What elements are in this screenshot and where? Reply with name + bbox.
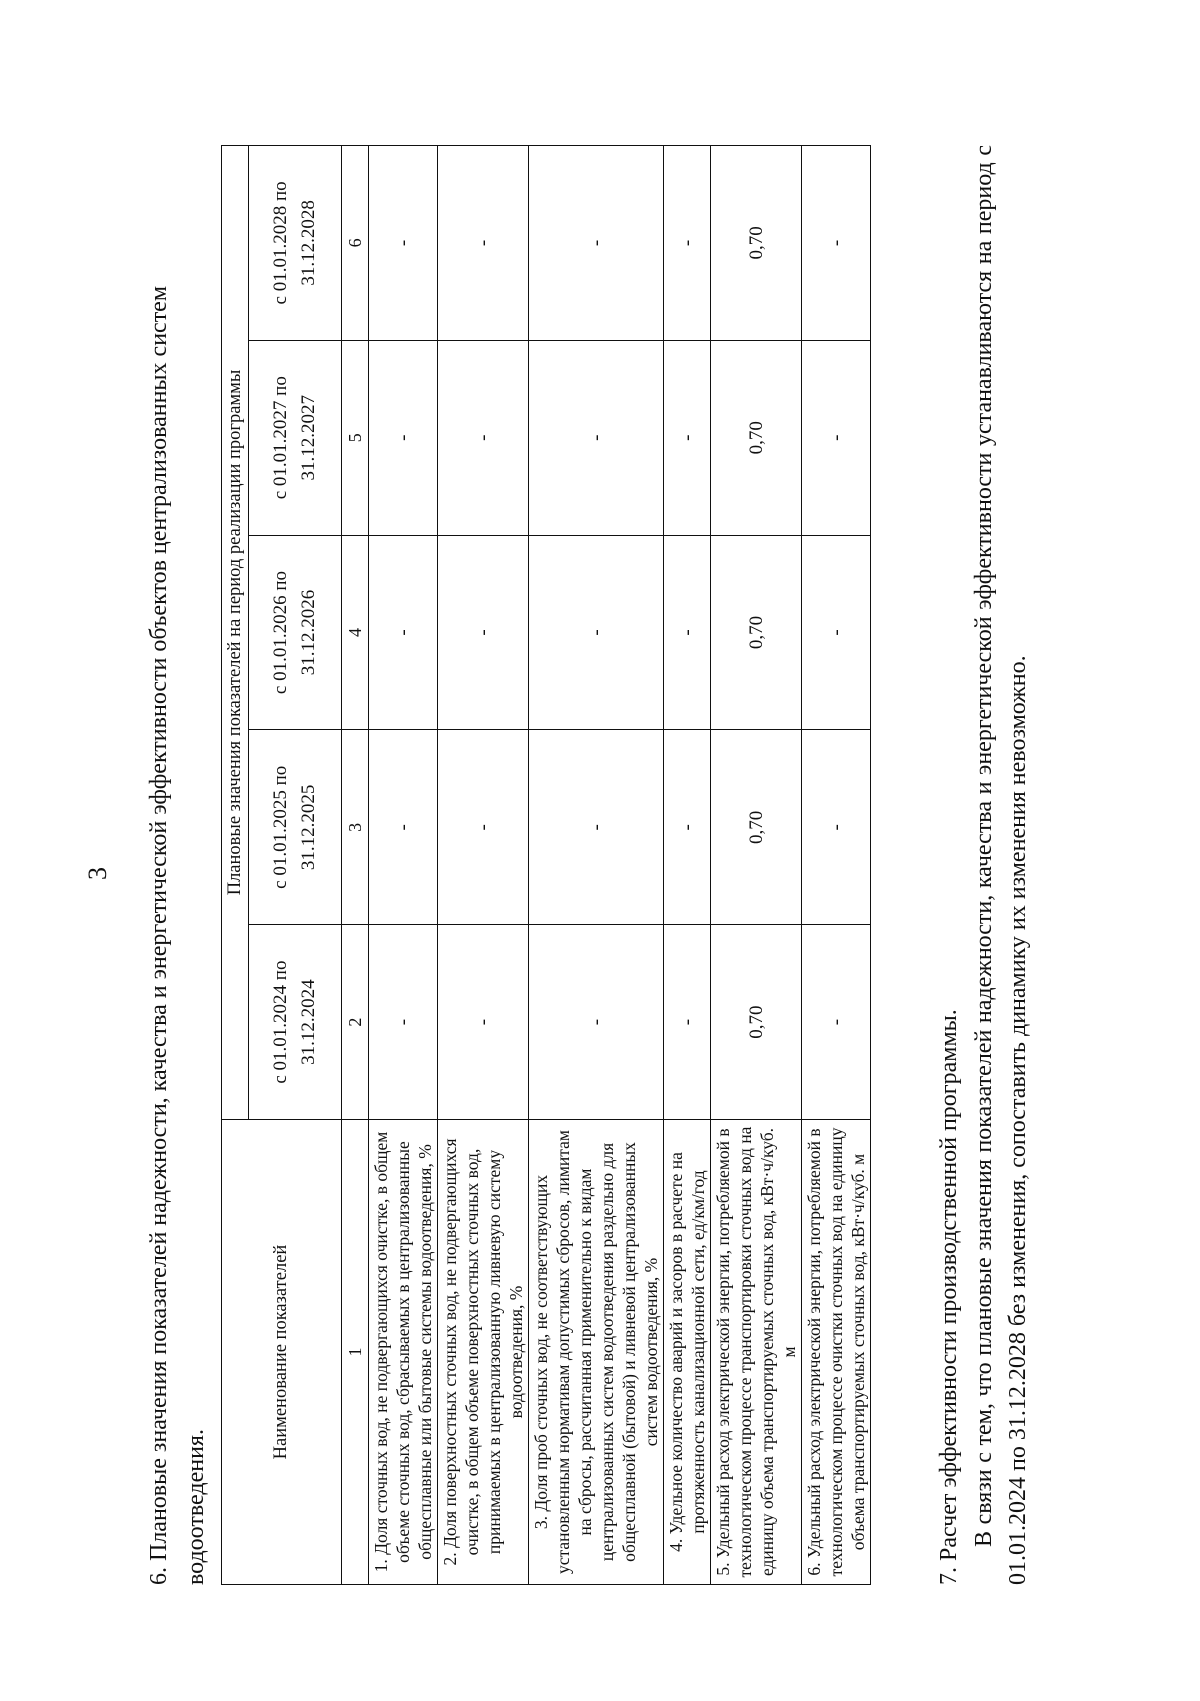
- indicator-name: 4. Удельное количество аварий и засоров в расчете на протяженность канализационной сети, ед/км/год: [664, 1120, 711, 1585]
- indicator-value: -: [664, 535, 711, 730]
- indicator-value: -: [369, 925, 438, 1120]
- section-7-paragraph: В связи с тем, что плановые значения показателей надежности, качества и энергетической эффективности устанавливаются на период с 01.01.2024 по 31.12.2028 без изменения, сопоставить динамику их изменения невозможно.: [971, 145, 1031, 1585]
- indicator-value: -: [802, 146, 871, 341]
- table-row: [369, 146, 438, 1585]
- planned-values-header: Плановые значения показателей на период реализации программы: [222, 146, 249, 1120]
- indicator-name: 3. Доля проб сточных вод, не соответствующих установленным нормативам допустимых сбросов, лимитам на сбросы, рассчитанная применительно к видам централизованных систем водоотведения раздельно для общесплавной (бытовой) и ливневой централизованных систем водоотведения, %: [529, 1120, 664, 1585]
- indicator-value: -: [369, 340, 438, 535]
- indicator-value: -: [369, 535, 438, 730]
- period-header: с 01.01.2027 по 31.12.2027: [249, 340, 342, 535]
- table-row: [664, 146, 711, 1585]
- indicator-value: -: [802, 925, 871, 1120]
- period-header: с 01.01.2024 по 31.12.2024: [249, 925, 342, 1120]
- section-7-heading: 7. Расчет эффективности производственной программы.: [936, 1009, 962, 1585]
- indicator-value: -: [529, 535, 664, 730]
- column-number: 3: [342, 730, 369, 925]
- document-page: [75, 65, 1105, 1645]
- indicator-value: 0,70: [711, 925, 802, 1120]
- indicator-value: -: [438, 925, 529, 1120]
- indicator-value: 0,70: [711, 730, 802, 925]
- indicator-value: -: [438, 535, 529, 730]
- indicator-value: -: [529, 925, 664, 1120]
- indicator-value: 0,70: [711, 146, 802, 341]
- indicator-value: -: [438, 146, 529, 341]
- indicator-value: -: [529, 146, 664, 341]
- section-6-heading: 6. Плановые значения показателей надежности, качества и энергетической эффективности объектов централизованных систем водоотведения.: [146, 285, 209, 1585]
- indicator-name: 2. Доля поверхностных сточных вод, не подвергающихся очистке, в общем объеме поверхностных сточных вод, принимаемых в централизованную ливневую систему водоотведения, %: [438, 1120, 529, 1585]
- period-header: с 01.01.2026 по 31.12.2026: [249, 535, 342, 730]
- indicator-name: 6. Удельный расход электрической энергии, потребляемой в технологическом процессе очистки сточных вод на единицу объема транспортируемых сточных вод, кВт·ч/куб. м: [802, 1120, 871, 1585]
- name-column-header: Наименование показателей: [222, 1120, 342, 1585]
- period-header: с 01.01.2025 по 31.12.2025: [249, 730, 342, 925]
- indicator-value: -: [529, 730, 664, 925]
- indicators-table: [221, 145, 871, 1585]
- column-number: 2: [342, 925, 369, 1120]
- indicator-value: -: [664, 925, 711, 1120]
- indicator-value: -: [802, 340, 871, 535]
- indicator-value: -: [664, 340, 711, 535]
- page-number: 3: [83, 867, 112, 880]
- indicator-value: 0,70: [711, 340, 802, 535]
- table-row: [438, 146, 529, 1585]
- table-row: [802, 146, 871, 1585]
- column-number: 5: [342, 340, 369, 535]
- column-number: 4: [342, 535, 369, 730]
- indicator-value: -: [529, 340, 664, 535]
- indicator-name: 5. Удельный расход электрической энергии, потребляемой в технологическом процессе транспортировки сточных вод на единицу объема транспортируемых сточных вод, кВт·ч/куб. м: [711, 1120, 802, 1585]
- indicator-value: 0,70: [711, 535, 802, 730]
- column-numbers-row: [342, 146, 369, 1585]
- table-row: [529, 146, 664, 1585]
- table-row: [711, 146, 802, 1585]
- column-number: 1: [342, 1120, 369, 1585]
- indicator-value: -: [664, 730, 711, 925]
- column-number: 6: [342, 146, 369, 341]
- period-header: с 01.01.2028 по 31.12.2028: [249, 146, 342, 341]
- indicator-value: -: [802, 730, 871, 925]
- indicator-value: -: [802, 535, 871, 730]
- indicator-value: -: [369, 146, 438, 341]
- indicator-value: -: [664, 146, 711, 341]
- table-group-header-row: [222, 146, 249, 1585]
- indicator-value: -: [438, 340, 529, 535]
- indicator-name: 1. Доля сточных вод, не подвергающихся очистке, в общем объеме сточных вод, сбрасываемых в централизованные общесплавные или бытовые системы водоотведения, %: [369, 1120, 438, 1585]
- indicator-value: -: [438, 730, 529, 925]
- indicator-value: -: [369, 730, 438, 925]
